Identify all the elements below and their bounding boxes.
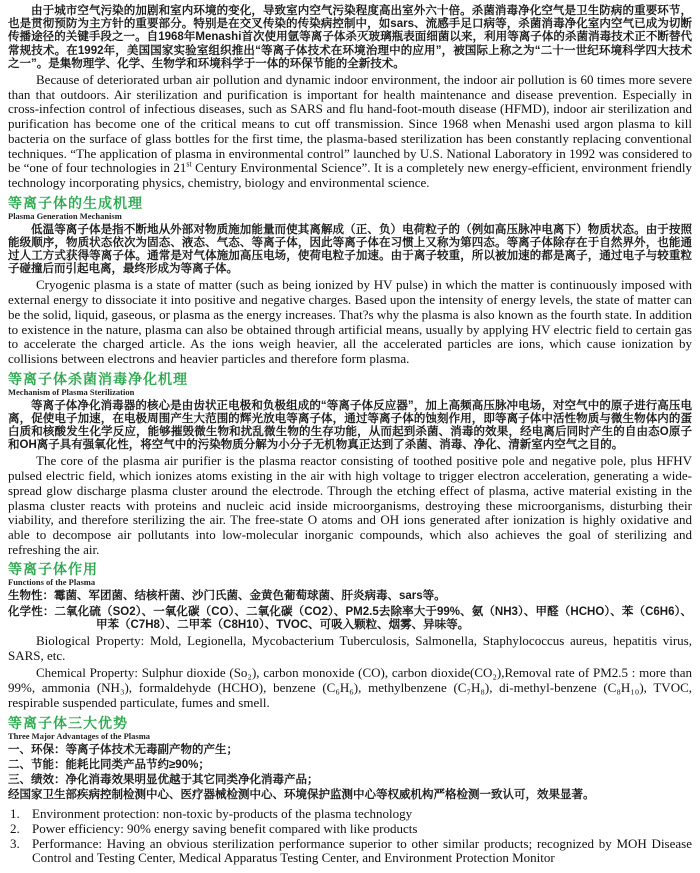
sterilization-paragraph-zh: 等离子体净化消毒器的核心是由齿状正电极和负极组成的“等离子体反应器”，加上高频高压脉冲电场，对空气中的原子进行高压电离，促使电子加速，在电极周围产生大范围的辉光放电等离子体，通过等离子体的蚀刻作用，即等离子体中活性物质与微生物体内的蛋白质和核酸发生化学反应，能够摧毁微生物和扰乱微生物的生存功能，从而起到杀菌、消毒的效果，经电离后同时产生的自由态O原子和OH离子具有强氧化性，将空气中的污染物质分解为小分子无机物真正达到了杀菌、消毒、净化、清新室内空气之目的。 xyxy=(8,399,692,452)
advantages-list-en xyxy=(8,807,692,866)
heading-zh-advantages: 等离子体三大优势 xyxy=(8,714,128,731)
list-item-en-1 xyxy=(8,807,692,822)
heading-en-functions: Functions of the Plasma xyxy=(8,577,96,588)
heading-en-generation: Plasma Generation Mechanism xyxy=(8,210,122,221)
biological-property-en: Biological Property: Mold, Legionella, Mycobacterium Tuberculosis, Salmonella, Staphylococcus aureus, hepatitis virus, SARS, etc. xyxy=(8,633,692,663)
generation-paragraph-zh: 低温等离子体是指不断地从外部对物质施加能量而使其离解成（正、负）电荷粒子的（例如高压脉冲电离下）物质状态。由于按照能级顺序，物质状态依次为固态、液态、气态、等离子体，因此等离子体在习惯上又称为第四态。等离子体除存在于自然界外，也能通过人工方式获得等离子体。通常是对气体施加高压电场，使荷电粒子加速。由于离子较重，所以被加速的都是离子，通过电子与较重粒子碰撞后而引起电离，最终形成为等离子体。 xyxy=(8,223,692,276)
heading-zh-sterilization: 等离子体杀菌消毒净化机理 xyxy=(8,370,188,387)
biological-property-zh: 生物性：霉菌、军团菌、结核杆菌、沙门氏菌、金黄色葡萄球菌、肝炎病毒、sars等。 xyxy=(8,590,446,603)
chemical-property-zh xyxy=(8,606,692,632)
heading-zh-generation: 等离子体的生成机理 xyxy=(8,194,143,211)
ordinal-superscript: st xyxy=(186,159,192,169)
list-text: Power efficiency: 90% energy saving benefit compared with like products xyxy=(32,821,418,837)
intro-paragraph-zh: 由于城市空气污染的加剧和室内环境的变化，导致室内空气污染程度高出室外六十倍。杀菌消毒净化空气是卫生防病的重要环节，也是贯彻预防为主方针的重要部分。特别是在交叉传染的传染病控制中，如sars、流感手足口病等，杀菌消毒净化室内空气已成为切断传播途径的关键手段之一。自1968年Menashi首次使用氩等离子体杀灭玻璃瓶表面细菌以来，利用等离子体的杀菌消毒技术正不断替代常规技术。在1992年，美国国家实验室组织推出“等离子体技术在环境治理中的应用”，被国际上称之为“二十一世纪环境科学四大技术之一”。是集物理学、化学、生物学和环境科学于一体的环保节能的全新技术。 xyxy=(8,5,692,70)
section-heading-advantages xyxy=(8,715,692,741)
heading-en-sterilization: Mechanism of Plasma Sterilization xyxy=(8,386,135,397)
section-heading-functions xyxy=(8,561,692,587)
heading-en-advantages: Three Major Advantages of the Plasma xyxy=(8,730,151,741)
heading-zh-functions: 等离子体作用 xyxy=(8,561,98,578)
list-text: Environment protection: non-toxic by-products of the plasma technology xyxy=(32,806,413,822)
list-number: 3. xyxy=(10,835,20,851)
generation-paragraph-en: Cryogenic plasma is a state of matter (such as being ionized by HV pulse) in which the matter is continuously imposed with external energy to dissociate it into positive and negative charges. Based upon the intensity of energy levels, the state of matter can be the solid, liquid, gaseous, or plasma as the energy increases. That?s why the plasma is also known as the fourth state. In addition to existence in the nature, plasma can also be obtained through artificial means, usually by applying HV electric field to certain gas to accelerate the charged article. As the ions weigh heavier, all the accelerated particles are ions, which cause ionization by collisions between electrons and heavier particles and therefore form plasma. xyxy=(8,277,692,366)
intro-en-text: Because of deteriorated urban air pollution and dynamic indoor environment, the indoor air pollution is 60 times more severe than that outdoors. Air sterilization and purification is important for health maintenance and disease prevention. Especially in cross-infection control of infectious diseases, such as SARS and flu hand-foot-mouth disease (HFMD), indoor air sterilization and purification has become one of the critical means to cut off transmission. Since 1968 when Menashi used argon plasma to kill bacteria on the surface of glass bottles for the first time, the plasma-based sterilization has been constantly replacing conventional techniques. “The application of plasma in environmental control” launched by U.S. National Laboratory in 1992 was considered to be “one of four technologies in 21 xyxy=(8,72,692,176)
list-item-zh-3: 三、绩效：净化消毒效果明显优越于其它同类净化消毒产品； xyxy=(8,773,319,786)
list-item-en-2 xyxy=(8,822,692,837)
list-item-en-3 xyxy=(8,837,692,866)
chemical-property-zh-label: 化学性： xyxy=(8,605,55,618)
chemical-property-en: Chemical Property: Sulphur dioxide (So₂), carbon monoxide (CO), carbon dioxide(CO₂),Removal rate of PM2.5 : more than 99%, ammonia (NH₃), formaldehyde (HCHO), benzene (C₆H₆), methylbenzene (C₇H₈), di-methyl-benzene (C₈H₁₀), TVOC, respirable suspended particulate, fumes and smell. xyxy=(8,665,692,710)
section-heading-sterilization xyxy=(8,371,692,397)
list-text: Performance: Having an obvious sterilization performance superior to other similar products; recognized by MOH Disease Control and Testing Center, Medical Apparatus Testing Center, and Environment Protection Monitor xyxy=(32,835,692,866)
list-number: 2. xyxy=(10,821,20,837)
advantages-list-zh xyxy=(8,744,692,803)
list-item-zh-2: 二、节能：能耗比同类产品节约≥90%； xyxy=(8,758,210,771)
section-heading-generation xyxy=(8,195,692,221)
certification-note-zh: 经国家卫生部疾病控制检测中心、医疗器械检测中心、环境保护监测中心等权威机构严格检测一致认可，效果显著。 xyxy=(8,789,595,802)
chemical-property-zh-list: 二氧化硫（SO2）、一氧化碳（CO）、二氧化碳（CO2）、PM2.5去除率大于99%、氨（NH3）、甲醛（HCHO）、苯（C6H6）、甲苯（C7H8）、二甲苯（C8H10）、TVOC、可吸入颗粒、烟雾、异味等。 xyxy=(54,605,692,631)
list-number: 1. xyxy=(10,806,20,822)
list-item-zh-1: 一、环保：等离子体技术无毒副产物的产生； xyxy=(8,743,238,756)
intro-en-text-continued: Century Environmental Science”. It is a completely new energy-efficient, environment friendly technology incorporating physics, chemistry, biology and environmental science. xyxy=(8,160,692,190)
intro-paragraph-en xyxy=(8,73,692,191)
sterilization-paragraph-en: The core of the plasma air purifier is the plasma reactor consisting of toothed positive pole and negative pole, plus HFHV pulsed electric field, which ionizes atoms existing in the air with high voltage to trigger electron acceleration, generating a wide-spread glow discharge plasma cluster around the electrode. Through the etching effect of plasma, active material existing in the plasma cluster reacts with proteins and nucleic acid inside microorganisms, destroying these microorganisms, disturbing their viability, and therefore sterilizing the air. The free-state O atoms and OH ions generated after ionization is highly oxidative and able to decompose air pollutants into low-molecular inorganic compounds, which also achieves the goal of sterilizing and refreshing the air. xyxy=(8,453,692,557)
